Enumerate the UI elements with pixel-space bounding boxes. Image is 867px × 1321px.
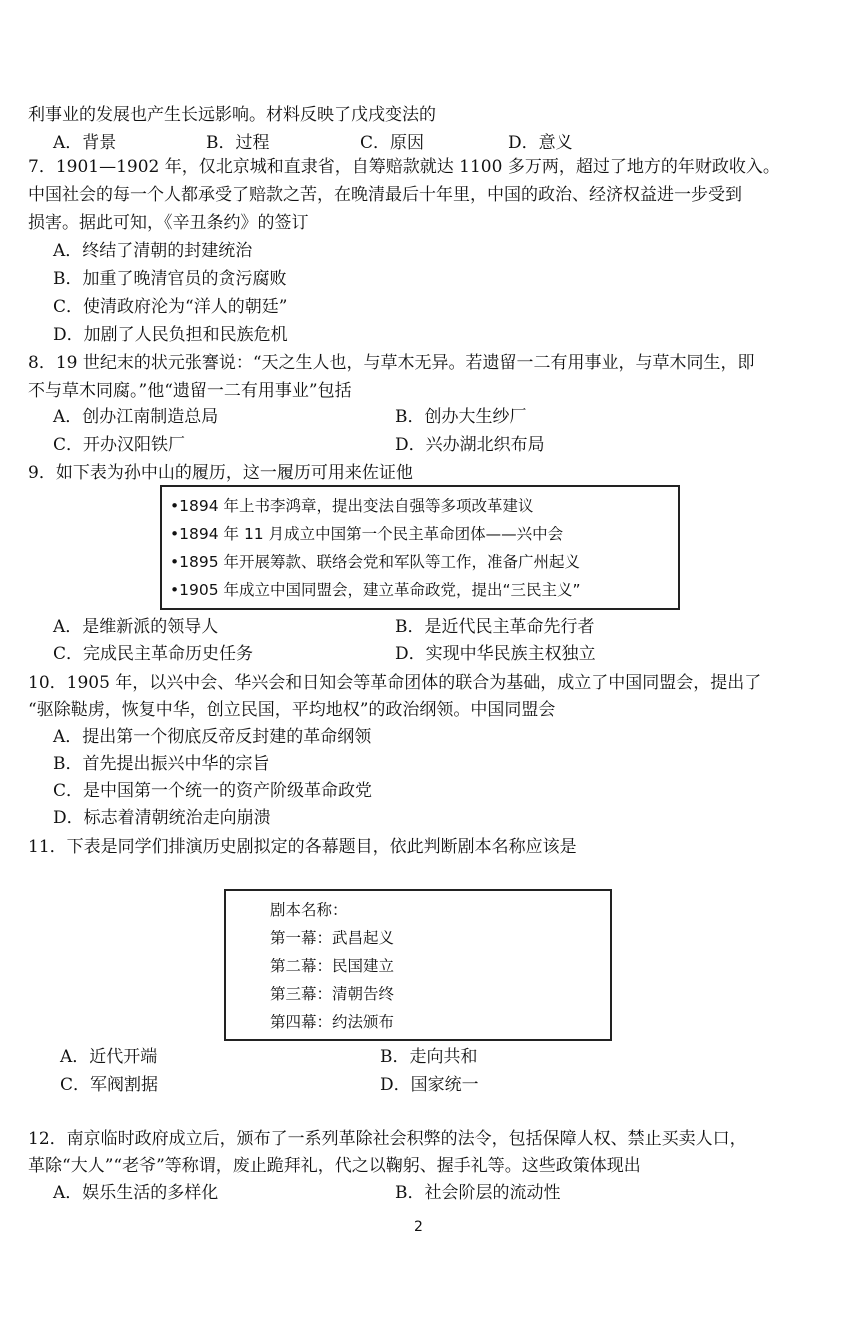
q7-option-d: D．加剧了人民负担和民族危机 [53,325,288,345]
q11-option-d: D．国家统一 [380,1075,479,1095]
intro-option-b: B．过程 [206,133,270,153]
q11-table-row-5: 第四幕：约法颁布 [270,1013,395,1031]
q9-resume-table [160,485,680,610]
page-number: 2 [414,1219,423,1235]
q8-option-a: A．创办江南制造总局 [53,407,219,427]
q7-stem-line-1: 7．1901—1902 年，仅北京城和直隶省，自筹赔款就达 1100 多万两，超过了地方的年财政收入。 [28,157,780,177]
q11-option-c: C．军阀割据 [60,1075,159,1095]
q7-stem-line-2: 中国社会的每一个人都承受了赔款之苦，在晚清最后十年里，中国的政治、经济权益进一步受到 [28,185,742,205]
q10-stem-line-1: 10．1905 年，以兴中会、华兴会和日知会等革命团体的联合为基础，成立了中国同盟会，提出了 [28,673,762,693]
q8-option-c: C．开办汉阳铁厂 [53,435,186,455]
q11-play-table [224,889,612,1041]
q11-option-b: B．走向共和 [380,1047,478,1067]
q7-option-b: B．加重了晚清官员的贪污腐败 [53,269,287,289]
q11-table-row-3: 第二幕：民国建立 [270,957,395,975]
q11-table-row-1: 剧本名称： [270,901,348,919]
q8-option-d: D．兴办湖北织布局 [395,435,545,455]
intro-option-c: C．原因 [360,133,425,153]
q9-table-row-1: •1894 年上书李鸿章，提出变法自强等多项改革建议 [170,497,534,515]
q10-stem-line-2: “驱除鞑虏，恢复中华，创立民国，平均地权”的政治纲领。中国同盟会 [28,700,556,720]
intro-line: 利事业的发展也产生长远影响。材料反映了戊戌变法的 [28,105,436,125]
q11-table-row-4: 第三幕：清朝告终 [270,985,395,1003]
q10-option-c: C．是中国第一个统一的资产阶级革命政党 [53,781,373,801]
q9-option-a: A．是维新派的领导人 [53,617,219,637]
q8-stem-line-2: 不与草木同腐。”他“遗留一二有用事业”包括 [28,381,352,401]
q11-option-a: A．近代开端 [60,1047,158,1067]
q8-stem-line-1: 8．19 世纪末的状元张謇说：“天之生人也，与草木无异。若遗留一二有用事业，与草木同生，即 [28,353,755,373]
q12-option-a: A．娱乐生活的多样化 [53,1183,219,1203]
q9-option-b: B．是近代民主革命先行者 [395,617,595,637]
intro-option-d: D．意义 [508,133,573,153]
q10-option-b: B．首先提出振兴中华的宗旨 [53,754,270,774]
q7-option-a: A．终结了清朝的封建统治 [53,241,253,261]
q9-table-row-3: •1895 年开展筹款、联络会党和军队等工作，准备广州起义 [170,553,581,571]
intro-option-a: A．背景 [53,133,117,153]
q8-option-b: B．创办大生纱厂 [395,407,527,427]
q11-stem: 11．下表是同学们排演历史剧拟定的各幕题目，依此判断剧本名称应该是 [28,837,577,857]
q10-option-d: D．标志着清朝统治走向崩溃 [53,808,271,828]
q11-table-row-2: 第一幕：武昌起义 [270,929,395,947]
q7-stem-line-3: 损害。据此可知，《辛丑条约》的签订 [28,213,309,233]
q9-table-row-2: •1894 年 11 月成立中国第一个民主革命团体——兴中会 [170,525,564,543]
q12-stem-line-1: 12．南京临时政府成立后，颁布了一系列革除社会积弊的法令，包括保障人权、禁止买卖人口， [28,1129,747,1149]
q9-table-row-4: •1905 年成立中国同盟会，建立革命政党，提出“三民主义” [170,581,581,599]
q9-stem: 9．如下表为孙中山的履历，这一履历可用来佐证他 [28,463,413,483]
q12-stem-line-2: 革除“大人”“老爷”等称谓，废止跪拜礼，代之以鞠躬、握手礼等。这些政策体现出 [28,1156,641,1176]
q9-option-d: D．实现中华民族主权独立 [395,644,596,664]
q7-option-c: C．使清政府沦为“洋人的朝廷” [53,297,288,317]
q9-option-c: C．完成民主革命历史任务 [53,644,254,664]
q12-option-b: B．社会阶层的流动性 [395,1183,561,1203]
q10-option-a: A．提出第一个彻底反帝反封建的革命纲领 [53,727,372,747]
